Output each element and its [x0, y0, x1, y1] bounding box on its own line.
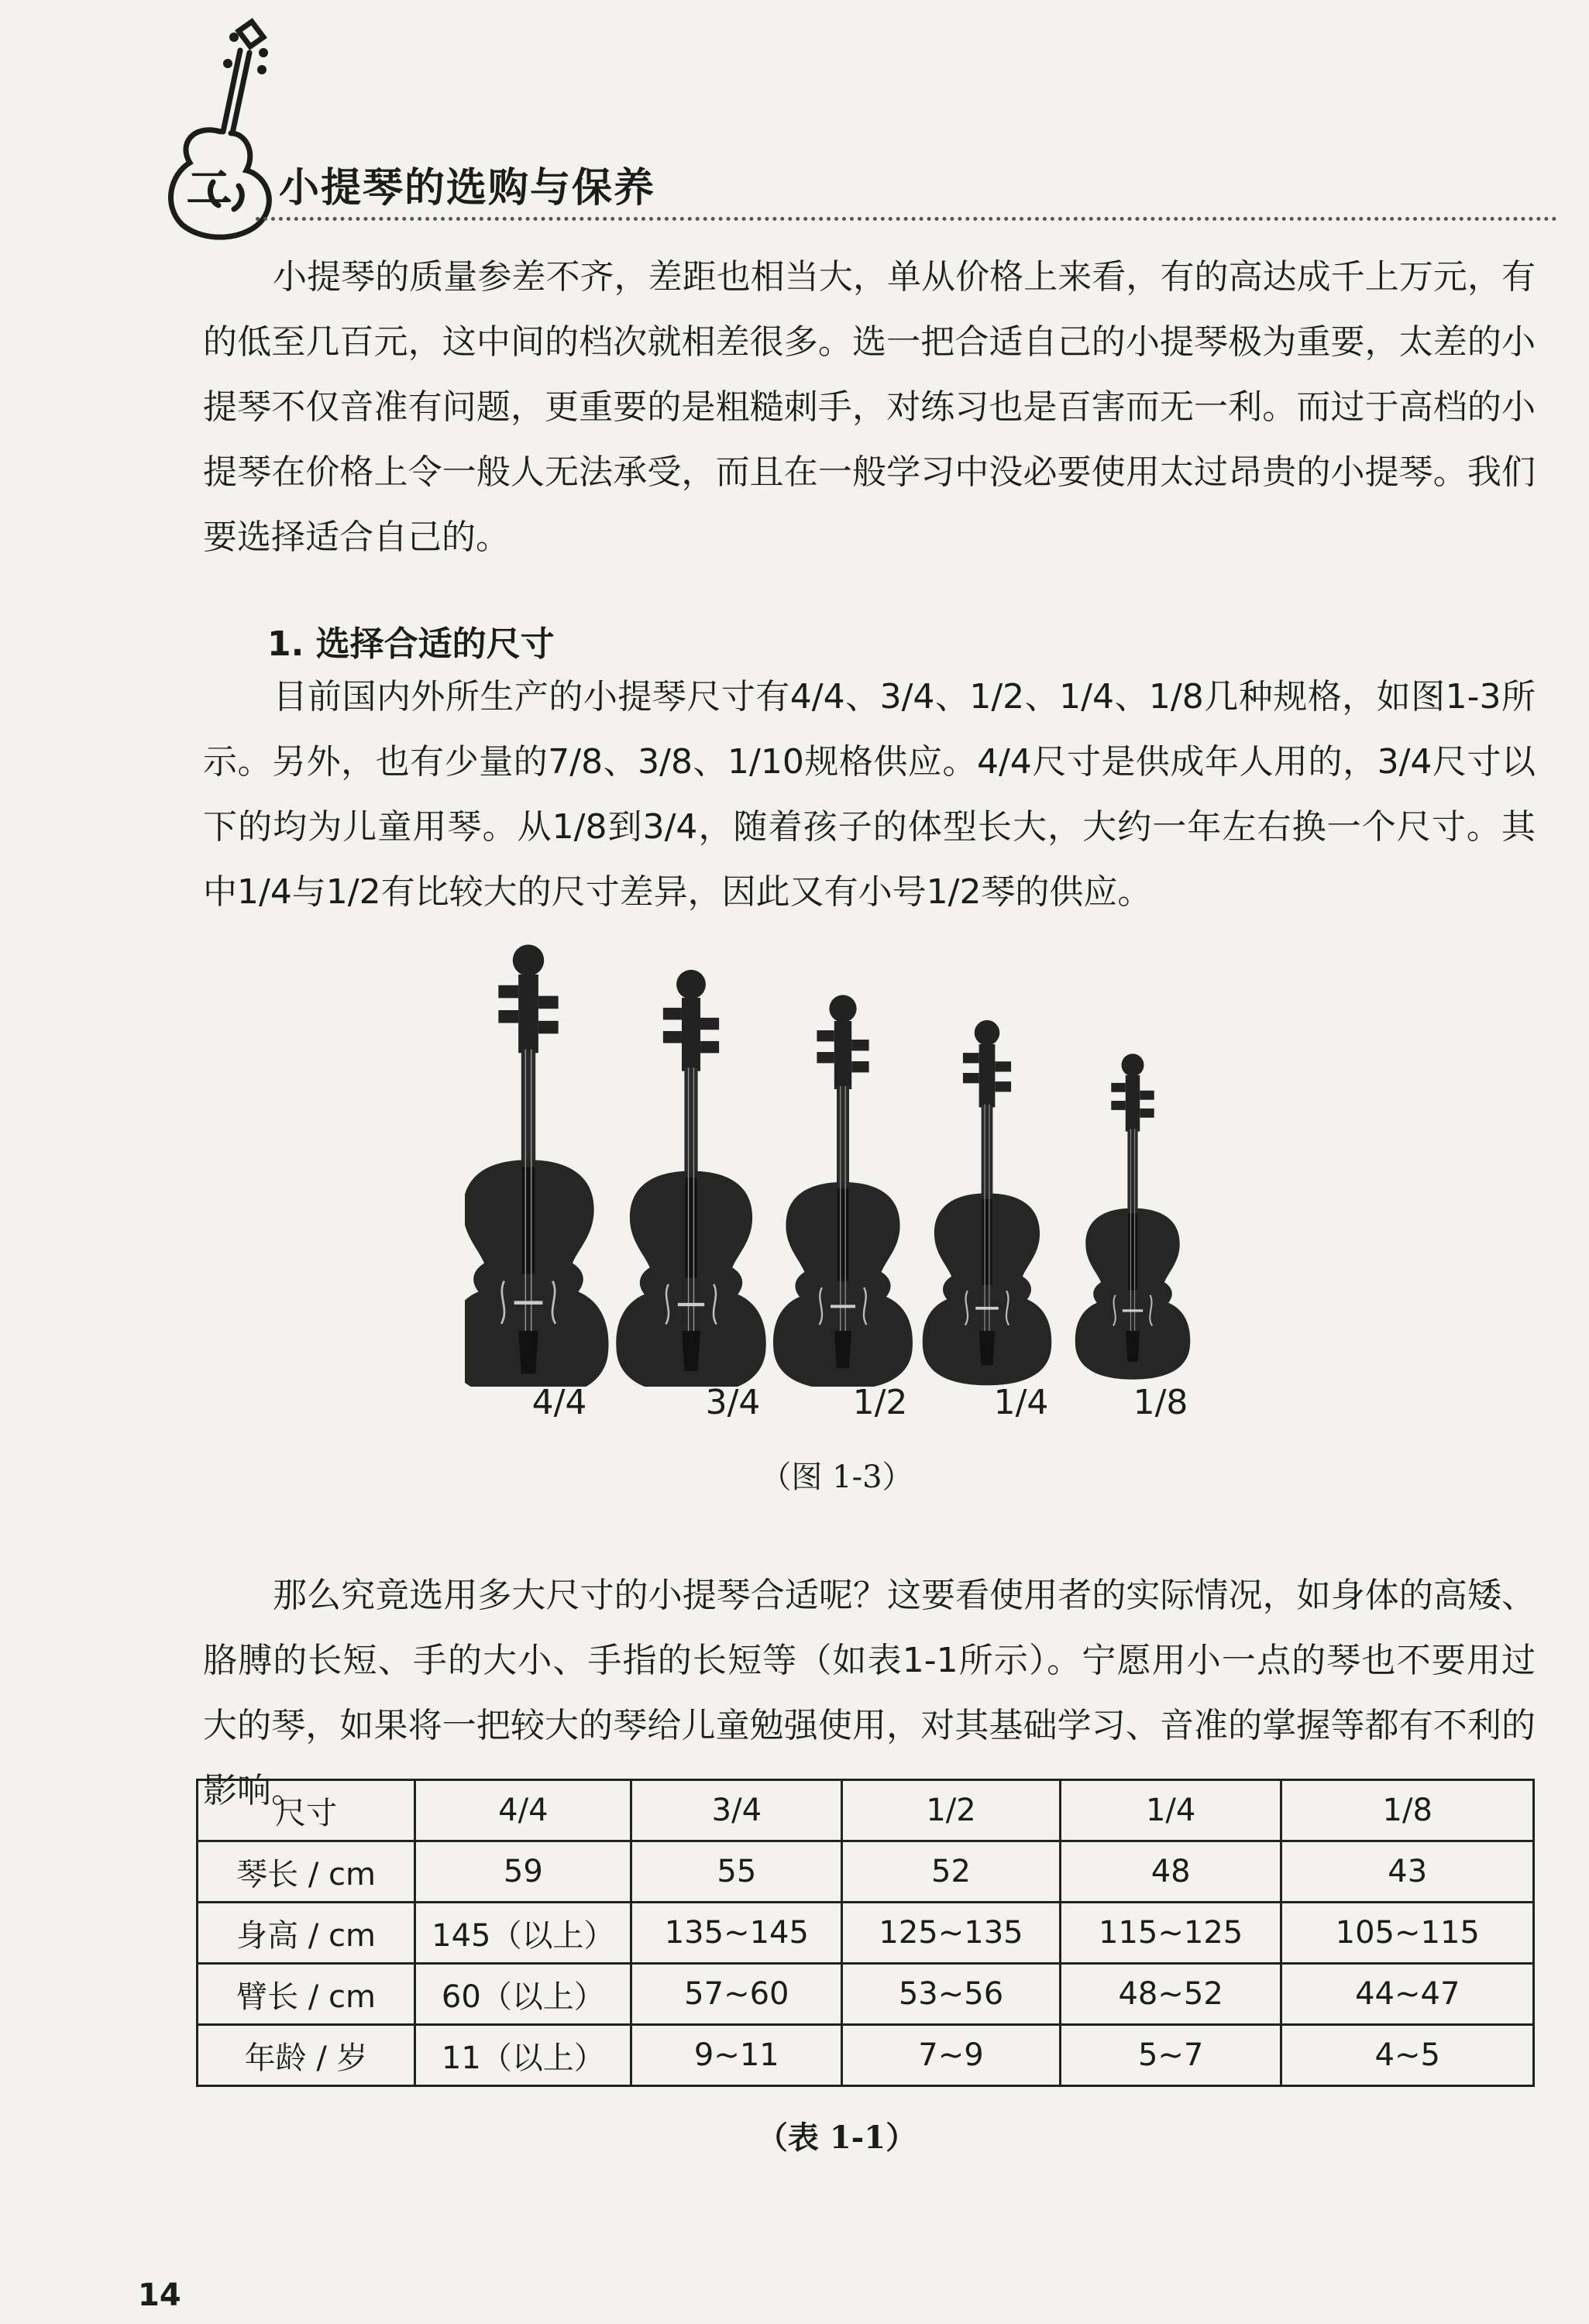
table-cell: 115~125	[1060, 1903, 1281, 1964]
table-cell: 57~60	[631, 1964, 842, 2025]
table-row	[198, 2025, 1534, 2086]
table-cell: 5~7	[1060, 2025, 1281, 2086]
subsection-heading: 1. 选择合适的尺寸	[267, 624, 555, 664]
violin-4-4-image	[465, 944, 609, 1387]
table-cell: 135~145	[631, 1903, 842, 1964]
table-row	[198, 1841, 1534, 1903]
violin-1-8-image	[1075, 1054, 1191, 1379]
table-cell: 52	[842, 1841, 1061, 1903]
table-cell: 48~52	[1060, 1964, 1281, 2025]
section-title: 小提琴的选购与保养	[279, 165, 656, 211]
violin-1-2-image	[773, 995, 913, 1387]
table-cell: 145（以上）	[415, 1903, 631, 1964]
title-divider	[256, 217, 1557, 221]
table-cell: 43	[1281, 1841, 1534, 1903]
intro-paragraph: 小提琴的质量参差不齐，差距也相当大，单从价格上来看，有的高达成千上万元，有的低至几百元，这中间的档次就相差很多。选一把合适自己的小提琴极为重要，太差的小提琴不仅音准有问题，更重要的是粗糙刺手，对练习也是百害而无一利。而过于高档的小提琴在价格上令一般人无法承受，而且在一般学习中没必要使用太过昂贵的小提琴。我们要选择适合自己的。	[203, 257, 1536, 557]
table-cell: 44~47	[1281, 1964, 1534, 2025]
table-header-cell: 3/4	[631, 1780, 842, 1841]
table-cell: 琴长 / cm	[198, 1841, 415, 1903]
figure-label-4-4: 4/4	[531, 1383, 587, 1422]
violin-1-4-image	[923, 1020, 1052, 1385]
table-cell: 4~5	[1281, 2025, 1534, 2086]
table-cell: 105~115	[1281, 1903, 1534, 1964]
page-number: 14	[138, 2278, 181, 2313]
figure-label-1-2: 1/2	[852, 1383, 908, 1422]
table-cell: 53~56	[842, 1964, 1061, 2025]
table-cell: 55	[631, 1841, 842, 1903]
figure-caption: （图 1-3）	[760, 1459, 913, 1495]
table-cell: 11（以上）	[415, 2025, 631, 2086]
table-row	[198, 1964, 1534, 2025]
table-row	[198, 1903, 1534, 1964]
table-cell: 60（以上）	[415, 1964, 631, 2025]
table-cell: 身高 / cm	[198, 1903, 415, 1964]
section-number: 二	[186, 162, 232, 216]
table-header-cell: 4/4	[415, 1780, 631, 1841]
figure-label-3-4: 3/4	[705, 1383, 761, 1422]
sizes-paragraph: 目前国内外所生产的小提琴尺寸有4/4、3/4、1/2、1/4、1/8几种规格，如图1-3所示。另外，也有少量的7/8、3/8、1/10规格供应。4/4尺寸是供成年人用的，3/4尺寸以下的均为儿童用琴。从1/8到3/4，随着孩子的体型长大，大约一年左右换一个尺寸。其中1/4与1/2有比较大的尺寸差异，因此又有小号1/2琴的供应。	[203, 677, 1536, 912]
table-cell: 7~9	[842, 2025, 1061, 2086]
table-cell: 125~135	[842, 1903, 1061, 1964]
table-cell: 臂长 / cm	[198, 1964, 415, 2025]
table-cell: 59	[415, 1841, 631, 1903]
table-header-cell: 尺寸	[198, 1780, 415, 1841]
table-header-cell: 1/2	[842, 1780, 1061, 1841]
table-header-cell: 1/8	[1281, 1780, 1534, 1841]
violin-sizes-figure	[465, 922, 1271, 1387]
table-caption: （表 1-1）	[756, 2119, 917, 2156]
figure-label-1-4: 1/4	[993, 1383, 1049, 1422]
table-header-row	[198, 1780, 1534, 1841]
table-cell: 年龄 / 岁	[198, 2025, 415, 2086]
figure-label-1-8: 1/8	[1133, 1383, 1188, 1422]
violin-size-table	[196, 1779, 1535, 2087]
table-header-cell: 1/4	[1060, 1780, 1281, 1841]
table-cell: 9~11	[631, 2025, 842, 2086]
selection-paragraph: 那么究竟选用多大尺寸的小提琴合适呢？这要看使用者的实际情况，如身体的高矮、胳膊的长短、手的大小、手指的长短等（如表1-1所示）。宁愿用小一点的琴也不要用过大的琴，如果将一把较大的琴给儿童勉强使用，对其基础学习、音准的掌握等都有不利的影响。	[203, 1576, 1536, 1810]
violin-3-4-image	[616, 970, 766, 1387]
table-cell: 48	[1060, 1841, 1281, 1903]
